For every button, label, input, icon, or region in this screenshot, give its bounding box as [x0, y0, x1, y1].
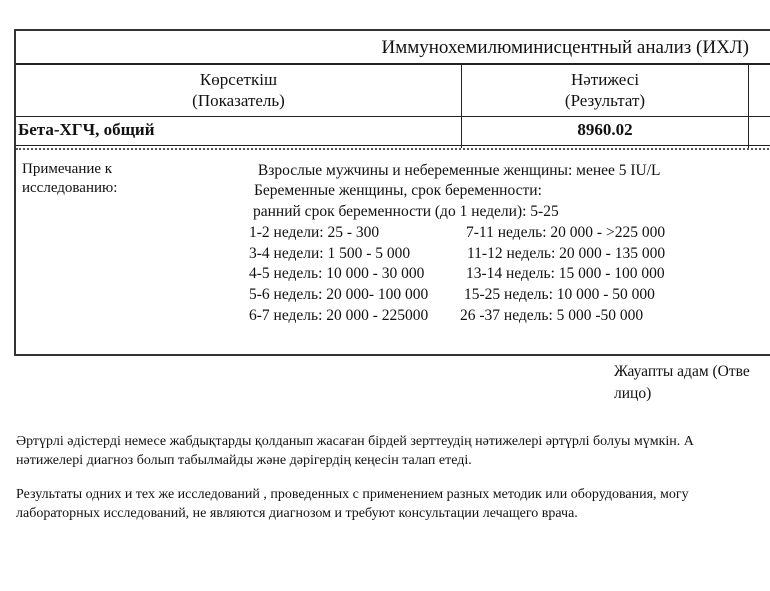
disclaimer-kz-line: Әртүрлі әдістерді немесе жабдықтарды қолданып жасаған бірдей зерттеудің нәтижелері әртүрлі болуы мүмкін. А	[16, 434, 694, 449]
range-right: 26 -37 недель: 5 000 -50 000	[460, 307, 644, 324]
responsible-line: Жауапты адам (Отве	[614, 363, 750, 380]
range-left: 6-7 недель: 20 000 - 225000	[249, 307, 429, 324]
range-right: 13-14 недель: 15 000 - 100 000	[466, 265, 665, 282]
range-right: 11-12 недель: 20 000 - 135 000	[467, 245, 666, 262]
note-label	[22, 160, 117, 198]
range-left: 3-4 недели: 1 500 - 5 000	[249, 245, 411, 262]
column-header-result	[462, 69, 748, 111]
range-left: 5-6 недель: 20 000- 100 000	[249, 286, 429, 303]
column-header-indicator-kz: Көрсеткіш	[199, 70, 278, 89]
note-label-line: исследованию:	[22, 180, 118, 196]
disclaimer-ru-line: Результаты одних и тех же исследований , проведенных с применением разных методик или оборудования, могу	[16, 487, 689, 502]
divider	[16, 145, 770, 146]
range-right: 7-11 недель: 20 000 - >225 000	[466, 224, 666, 241]
reference-line: Взрослые мужчины и небеременные женщины: менее 5 IU/L	[254, 162, 661, 179]
result-value: 8960.02	[577, 120, 633, 139]
disclaimer-ru-line: лабораторных исследований, не являются диагнозом и требуют консультации лечащего врача.	[16, 506, 578, 521]
note-label-line: Примечание к	[22, 161, 113, 177]
column-header-indicator-ru: (Показатель)	[192, 91, 285, 110]
column-divider	[748, 64, 749, 148]
dotted-divider	[16, 148, 770, 150]
method-title: Иммунохемилюминисцентный анализ (ИХЛ)	[381, 37, 749, 58]
disclaimer-kz-line: нәтижелері диагноз болып табылмайды және дәрігердің кеңесін талап етеді.	[16, 453, 472, 468]
responsible-line: лицо)	[614, 385, 652, 402]
column-header-result-ru: (Результат)	[564, 91, 646, 110]
column-header-result-kz: Нәтижесі	[570, 70, 640, 89]
range-left: 4-5 недель: 10 000 - 30 000	[249, 265, 425, 282]
column-header-indicator	[16, 69, 461, 111]
indicator-name: Бета-ХГЧ, общий	[18, 120, 155, 139]
divider	[16, 116, 770, 117]
reference-line: Беременные женщины, срок беременности:	[254, 182, 542, 199]
divider	[16, 63, 770, 65]
reference-line: ранний срок беременности (до 1 недели): 5-25	[253, 203, 559, 220]
range-left: 1-2 недели: 25 - 300	[249, 224, 380, 241]
responsible-person	[614, 361, 750, 405]
range-right: 15-25 недель: 10 000 - 50 000	[464, 286, 655, 303]
